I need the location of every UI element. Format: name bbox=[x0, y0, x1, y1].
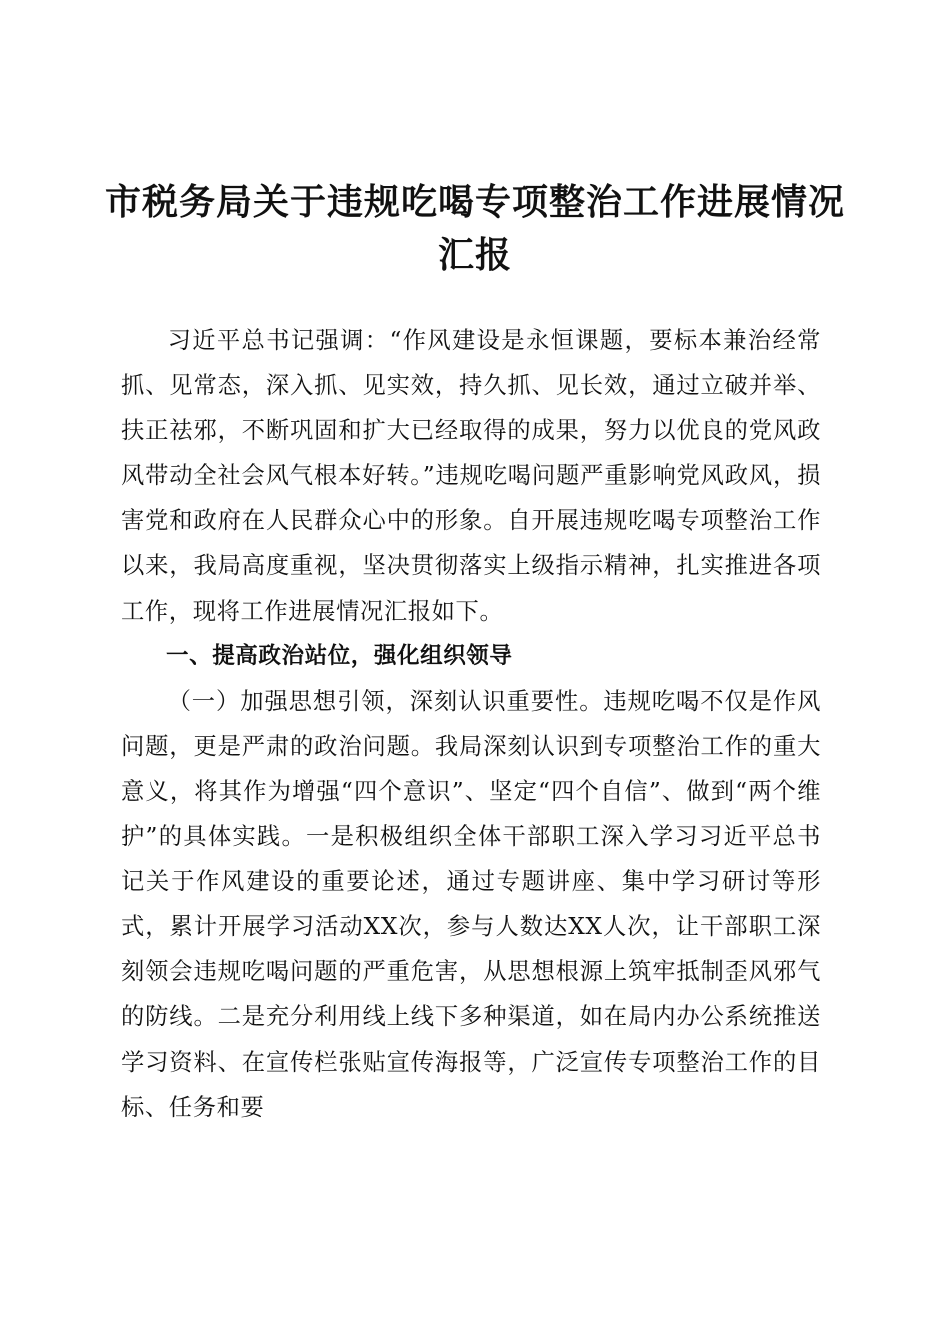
document-title bbox=[100, 176, 850, 282]
intro-paragraph: 习近平总书记强调：“作风建设是永恒课题，要标本兼治经常抓、见常态，深入抓、见实效，持久抓、见长效，通过立破并举、扶正祛邪，不断巩固和扩大已经取得的成果，努力以优良的党风政风带动全社会风气根本好转。”违规吃喝问题严重影响党风政风，损害党和政府在人民群众心中的形象。自开展违规吃喝专项整治工作以来，我局高度重视，坚决贯彻落实上级指示精神，扎实推进各项工作，现将工作进展情况汇报如下。 bbox=[121, 327, 821, 625]
title-line-1: 市税务局关于违规吃喝专项整治工作进展情况 bbox=[104, 181, 845, 223]
title-line-2: 汇报 bbox=[437, 234, 512, 276]
document-body bbox=[121, 318, 821, 1130]
section-1-heading: 一、提高政治站位，强化组织领导 bbox=[166, 642, 513, 669]
section-1-paragraph-1: （一）加强思想引领，深刻认识重要性。违规吃喝不仅是作风问题，更是严肃的政治问题。我局深刻认识到专项整治工作的重大意义，将其作为增强“四个意识”、坚定“四个自信”、做到“两个维护”的具体实践。一是积极组织全体干部职工深入学习习近平总书记关于作风建设的重要论述，通过专题讲座、集中学习研讨等形式，累计开展学习活动XX次，参与人数达XX人次，让干部职工深刻领会违规吃喝问题的严重危害，从思想根源上筑牢抵制歪风邪气的防线。二是充分利用线上线下多种渠道，如在局内办公系统推送学习资料、在宣传栏张贴宣传海报等，广泛宣传专项整治工作的目标、任务和要 bbox=[121, 687, 821, 1121]
